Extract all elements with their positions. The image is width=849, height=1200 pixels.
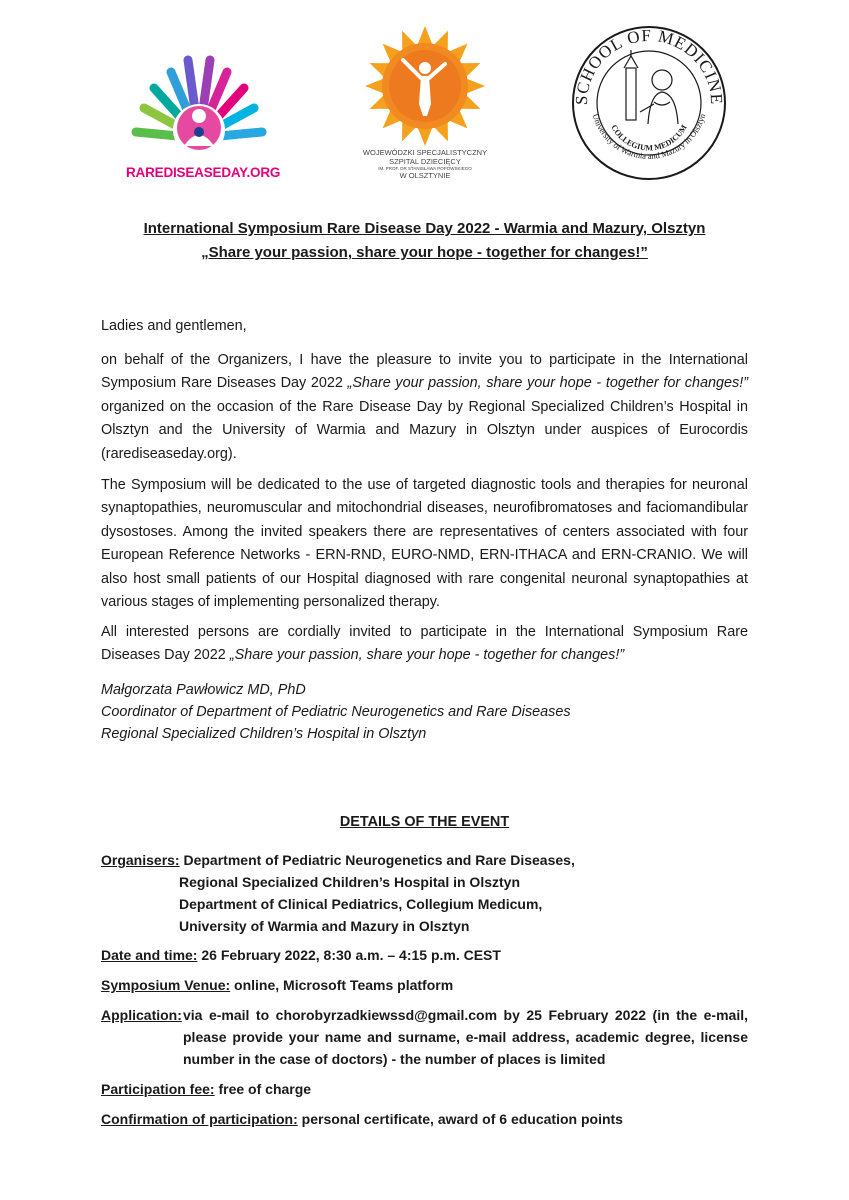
school-of-medicine-seal: [570, 24, 728, 182]
confirmation-value: personal certificate, award of 6 education points: [301, 1111, 623, 1127]
seal-outer-text: SCHOOL OF MEDICINE: [571, 25, 727, 106]
rare-disease-day-hands-logo: [126, 50, 272, 165]
organisers-label: Organisers:: [101, 852, 180, 868]
hospital-name-line: IM. PROF. DR STANISŁAWA POPOWSKIEGO: [378, 166, 472, 171]
organiser-line: University of Warmia and Mazury in Olsztyn: [179, 918, 470, 934]
rare-disease-day-text: RAREDISEASEDAY.ORG: [126, 165, 281, 180]
paragraph-text: The Symposium will be dedicated to the use of targeted diagnostic tools and therapies for neuronal synaptopathies, neuromuscular and mitochondrial diseases, neurofibromatoses and faciomandibular dysostoses. Among the invited speakers there are representatives of centers associated with four European Reference Networks - ERN-RND, EURO-NMD, ERN-ITHACA and ERN-CRANIO. We will also host small patients of our Hospital diagnosed with rare congenital neuronal synaptopathies at various stages of implementing personalized therapy.: [101, 477, 748, 611]
signature-name: Małgorzata Pawłowicz MD, PhD: [101, 682, 306, 698]
hospital-name: [355, 149, 495, 181]
venue-section: [101, 974, 748, 996]
motto-italic: „Share your passion, share your hope - together for changes!”: [347, 375, 748, 392]
venue-label: Symposium Venue:: [101, 977, 231, 993]
motto-italic: „Share your passion, share your hope - together for changes!”: [229, 647, 625, 664]
closing-paragraph: [101, 621, 748, 668]
paragraph-text: All interested persons are cordially invited to participate in the International Symposium Rare Diseases Day 2022: [101, 624, 748, 664]
organisers-section: [101, 849, 748, 937]
venue-value: online, Microsoft Teams platform: [234, 977, 454, 993]
fee-value: free of charge: [218, 1081, 312, 1097]
logo-bar: [0, 20, 849, 195]
application-value: via e-mail to chorobyrzadkiewssd@gmail.com by 25 February 2022 (in the e-mail, please provide your name and surname, e-mail address, academic degree, license number in the case of doctors) - the number of places is limited: [183, 1007, 748, 1067]
seal-inner-text: COLLEGIUM MEDICUM: [609, 123, 689, 153]
hospital-name-line: SZPITAL DZIECIĘCY: [389, 156, 461, 166]
symposium-motto: „Share your passion, share your hope - together for changes!”: [201, 244, 648, 261]
hospital-logo: [355, 24, 495, 194]
symposium-title: International Symposium Rare Disease Day 2022 - Warmia and Mazury, Olsztyn: [143, 220, 706, 237]
school-of-medicine-logo: [570, 24, 728, 182]
fee-label: Participation fee:: [101, 1081, 215, 1097]
application-label: Application:: [101, 1007, 182, 1023]
application-section: [101, 1004, 748, 1070]
hospital-name-line: W OLSZTYNIE: [399, 171, 451, 180]
rare-disease-day-logo: [126, 50, 281, 185]
symposium-description-paragraph: [101, 474, 748, 614]
organiser-line: Department of Pediatric Neurogenetics and Rare Diseases,: [183, 852, 575, 868]
paragraph-text: on behalf of the Organizers, I have the pleasure to invite you to participate in the International Symposium Rare Diseases Day 2022: [101, 352, 748, 392]
confirmation-label: Confirmation of participation:: [101, 1111, 298, 1127]
organiser-line: Regional Specialized Children’s Hospital in Olsztyn: [179, 874, 520, 890]
organiser-line: Department of Clinical Pediatrics, Collegium Medicum,: [179, 896, 543, 912]
confirmation-section: [101, 1108, 748, 1130]
date-time-label: Date and time:: [101, 947, 198, 963]
invitation-paragraph: [101, 349, 748, 466]
fee-section: [101, 1078, 748, 1100]
signature-role: Coordinator of Department of Pediatric Neurogenetics and Rare Diseases: [101, 704, 571, 720]
signature-block: [101, 679, 748, 745]
hospital-name-line: WOJEWÓDZKI SPECJALISTYCZNY: [362, 148, 488, 157]
date-time-section: [101, 944, 748, 966]
greeting: Ladies and gentlemen,: [101, 318, 247, 334]
signature-institution: Regional Specialized Children’s Hospital in Olsztyn: [101, 726, 427, 742]
hospital-sun-logo: [355, 24, 495, 149]
date-time-value: 26 February 2022, 8:30 a.m. – 4:15 p.m. CEST: [201, 947, 501, 963]
seal-bottom-text: University of Warmia and Mazury in Olsztyn: [590, 112, 708, 161]
paragraph-text: organized on the occasion of the Rare Disease Day by Regional Specialized Children’s Hospital in Olsztyn and the University of Warmia and Mazury in Olsztyn under auspices of Eurocordis (rarediseaseday.org).: [101, 398, 748, 462]
details-heading: DETAILS OF THE EVENT: [339, 814, 510, 830]
